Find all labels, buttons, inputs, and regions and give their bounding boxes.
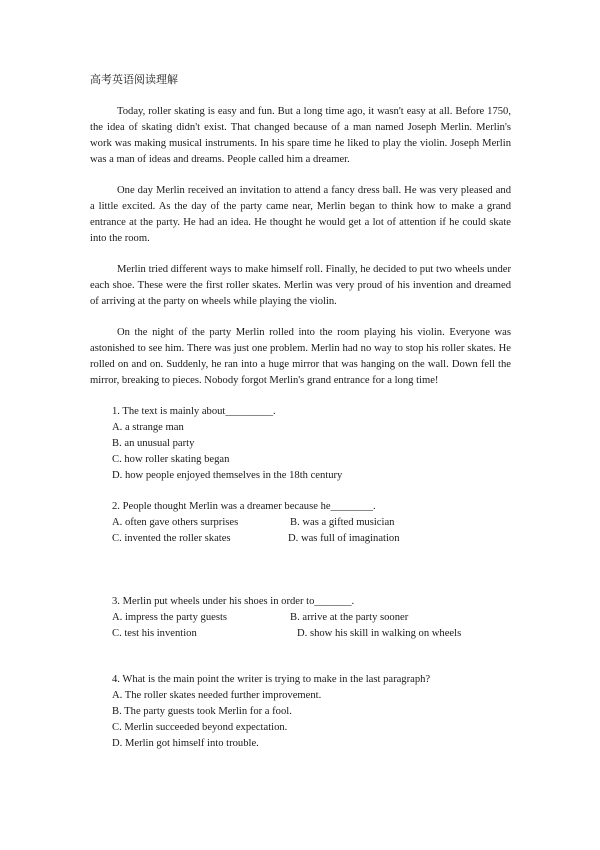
question-2-option-d: D. was full of imagination <box>288 533 400 544</box>
question-2-option-c: C. invented the roller skates <box>112 533 231 544</box>
question-3-stem: 3. Merlin put wheels under his shoes in order to_______. <box>112 596 355 607</box>
passage-paragraph-1: Today, roller skating is easy and fun. But a long time ago, it wasn't easy at all. Before 1750, the idea of skating didn't exist. That changed because of a man named Joseph Merlin. Merlin's work was making musical instruments. In his spare time he liked to play the violin. Joseph Merlin was a man of ideas and dreams. People called him a dreamer. <box>90 106 511 165</box>
question-1-stem: 1. The text is mainly about_________. <box>112 406 276 417</box>
question-3-option-c: C. test his invention <box>112 628 197 639</box>
question-1-option-b: B. an unusual party <box>112 438 195 449</box>
question-1-option-a: A. a strange man <box>112 422 184 433</box>
question-4-option-a: A. The roller skates needed further improvement. <box>112 690 322 701</box>
question-2-stem: 2. People thought Merlin was a dreamer because he________. <box>112 501 376 512</box>
question-2-option-a: A. often gave others surprises <box>112 517 239 528</box>
question-1-option-c: C. how roller skating began <box>112 454 230 465</box>
question-4-option-b: B. The party guests took Merlin for a fool. <box>112 706 292 717</box>
question-3-option-b: B. arrive at the party sooner <box>290 612 409 623</box>
question-1-option-d: D. how people enjoyed themselves in the 18th century <box>112 470 343 481</box>
question-2-option-b: B. was a gifted musician <box>290 517 395 528</box>
passage-paragraph-3: Merlin tried different ways to make himself roll. Finally, he decided to put two wheels under each shoe. These were the first roller skates. Merlin was very proud of his invention and dreamed of arriving at the party on wheels while playing the violin. <box>90 264 511 307</box>
passage-paragraph-4: On the night of the party Merlin rolled into the room playing his violin. Everyone was astonished to see him. There was just one problem. Merlin had no way to stop his roller skates. He rolled on and on. Suddenly, he ran into a huge mirror that was hanging on the wall. Down fell the mirror, breaking to pieces. Nobody forgot Merlin's grand entrance for a long time! <box>90 327 511 386</box>
question-4-option-d: D. Merlin got himself into trouble. <box>112 738 259 749</box>
question-3-option-a: A. impress the party guests <box>112 612 228 623</box>
question-4-option-c: C. Merlin succeeded beyond expectation. <box>112 722 288 733</box>
question-3-option-d: D. show his skill in walking on wheels <box>297 628 462 639</box>
page-title: 高考英语阅读理解 <box>90 74 178 86</box>
passage-paragraph-2: One day Merlin received an invitation to attend a fancy dress ball. He was very pleased and a little excited. As the day of the party came near, Merlin began to think how to make a grand entrance at the party. He had an idea. He thought he would get a lot of attention if he could skate into the room. <box>90 185 511 244</box>
question-4-stem: 4. What is the main point the writer is trying to make in the last paragraph? <box>112 674 431 685</box>
